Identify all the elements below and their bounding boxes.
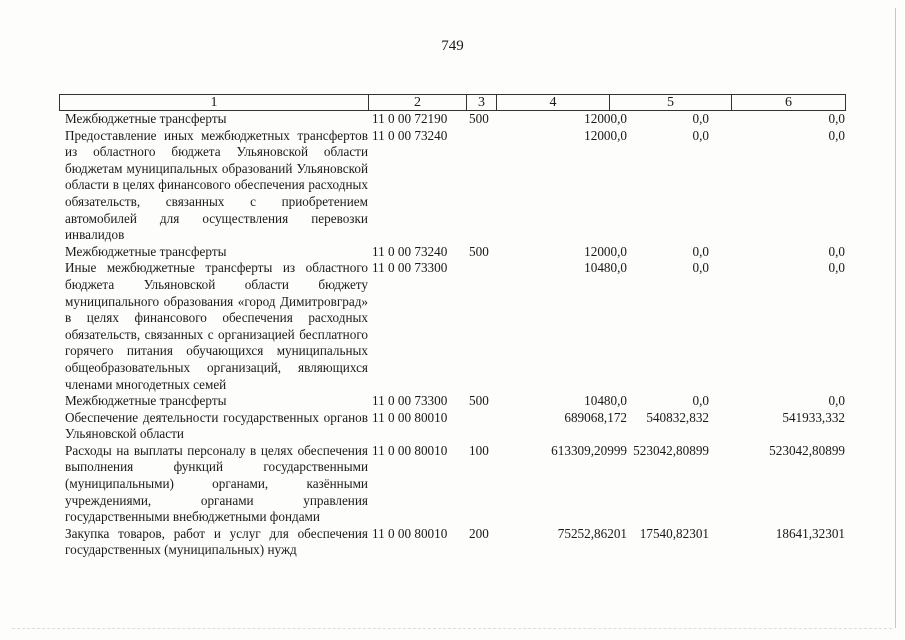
row-name: Иные межбюджетные трансферты из областного бюджета Ульяновской области бюджету муниципального образования «город Димитровград» в целях финансового обеспечения расходных обязательств, связанных с организацией бесплатного горячего питания обучающихся муниципальных общеобразовательных организаций, являющихся членами многодетных семей (65, 260, 368, 392)
row-value-col4: 613309,20999 (551, 442, 627, 458)
row-name: Расходы на выплаты персоналу в целях обеспечения выполнения функций государственными (муниципальными) органами, казёнными учреждениями, органами управления государственными внебюджетными фондами (65, 442, 368, 525)
row-name: Закупка товаров, работ и услуг для обеспечения государственных (муниципальных) нужд (65, 525, 368, 558)
table-row (59, 111, 846, 128)
row-value-col5: 0,0 (692, 260, 709, 276)
row-type: 100 (469, 442, 489, 458)
budget-table (59, 94, 846, 559)
table-row (59, 393, 846, 410)
header-col-3: 3 (467, 95, 497, 110)
table-row (59, 244, 846, 261)
row-value-col5: 0,0 (692, 127, 709, 143)
row-name: Межбюджетные трансферты (65, 243, 227, 259)
row-code: 11 0 00 80010 (372, 525, 448, 541)
table-row (59, 260, 846, 393)
table-row (59, 526, 846, 559)
header-col-4: 4 (497, 95, 610, 110)
row-value-col4: 75252,86201 (557, 525, 627, 541)
header-col-1: 1 (60, 95, 369, 110)
scan-edge-line (895, 8, 896, 628)
row-value-col5: 17540,82301 (639, 525, 709, 541)
row-name: Предоставление иных межбюджетных трансфертов из областного бюджета Ульяновской области бюджетам муниципальных образований Ульяновской области в целях финансового обеспечения расходных обязательств, связанных с приобретением автомобилей для осуществления перевозки инвалидов (65, 127, 368, 243)
row-value-col6: 0,0 (828, 393, 845, 409)
table-row (59, 128, 846, 244)
table-body (59, 111, 846, 559)
row-value-col4: 12000,0 (584, 111, 627, 126)
row-code: 11 0 00 73300 (372, 393, 448, 409)
header-col-5: 5 (610, 95, 732, 110)
row-value-col6: 523042,80899 (769, 442, 845, 458)
row-value-col4: 10480,0 (584, 393, 627, 409)
row-value-col5: 523042,80899 (633, 442, 709, 458)
row-value-col4: 10480,0 (584, 260, 627, 276)
row-type: 500 (469, 111, 489, 126)
row-code: 11 0 00 80010 (372, 409, 448, 425)
row-name: Межбюджетные трансферты (65, 111, 227, 126)
row-value-col5: 540832,832 (646, 409, 709, 425)
row-code: 11 0 00 80010 (372, 442, 448, 458)
header-col-2: 2 (369, 95, 467, 110)
row-type: 500 (469, 243, 489, 259)
row-value-col5: 0,0 (692, 393, 709, 409)
row-value-col6: 541933,332 (782, 409, 845, 425)
page-number: 749 (441, 38, 464, 54)
row-value-col4: 689068,172 (564, 409, 627, 425)
row-value-col5: 0,0 (692, 111, 709, 126)
row-value-col6: 18641,32301 (775, 525, 845, 541)
row-type: 200 (469, 525, 489, 541)
table-row (59, 443, 846, 526)
row-value-col4: 12000,0 (584, 127, 627, 143)
row-value-col6: 0,0 (828, 243, 845, 259)
scan-bottom-edge (12, 628, 892, 629)
row-code: 11 0 00 73240 (372, 127, 448, 143)
row-code: 11 0 00 72190 (372, 111, 448, 126)
row-value-col5: 0,0 (692, 243, 709, 259)
row-value-col6: 0,0 (828, 127, 845, 143)
row-value-col4: 12000,0 (584, 243, 627, 259)
row-name: Межбюджетные трансферты (65, 393, 227, 409)
header-col-6: 6 (785, 95, 792, 110)
table-header (59, 94, 846, 111)
row-value-col6: 0,0 (828, 111, 845, 126)
row-code: 11 0 00 73240 (372, 243, 448, 259)
row-code: 11 0 00 73300 (372, 260, 448, 276)
table-row (59, 410, 846, 443)
row-type: 500 (469, 393, 489, 409)
row-value-col6: 0,0 (828, 260, 845, 276)
row-name: Обеспечение деятельности государственных органов Ульяновской области (65, 409, 368, 442)
